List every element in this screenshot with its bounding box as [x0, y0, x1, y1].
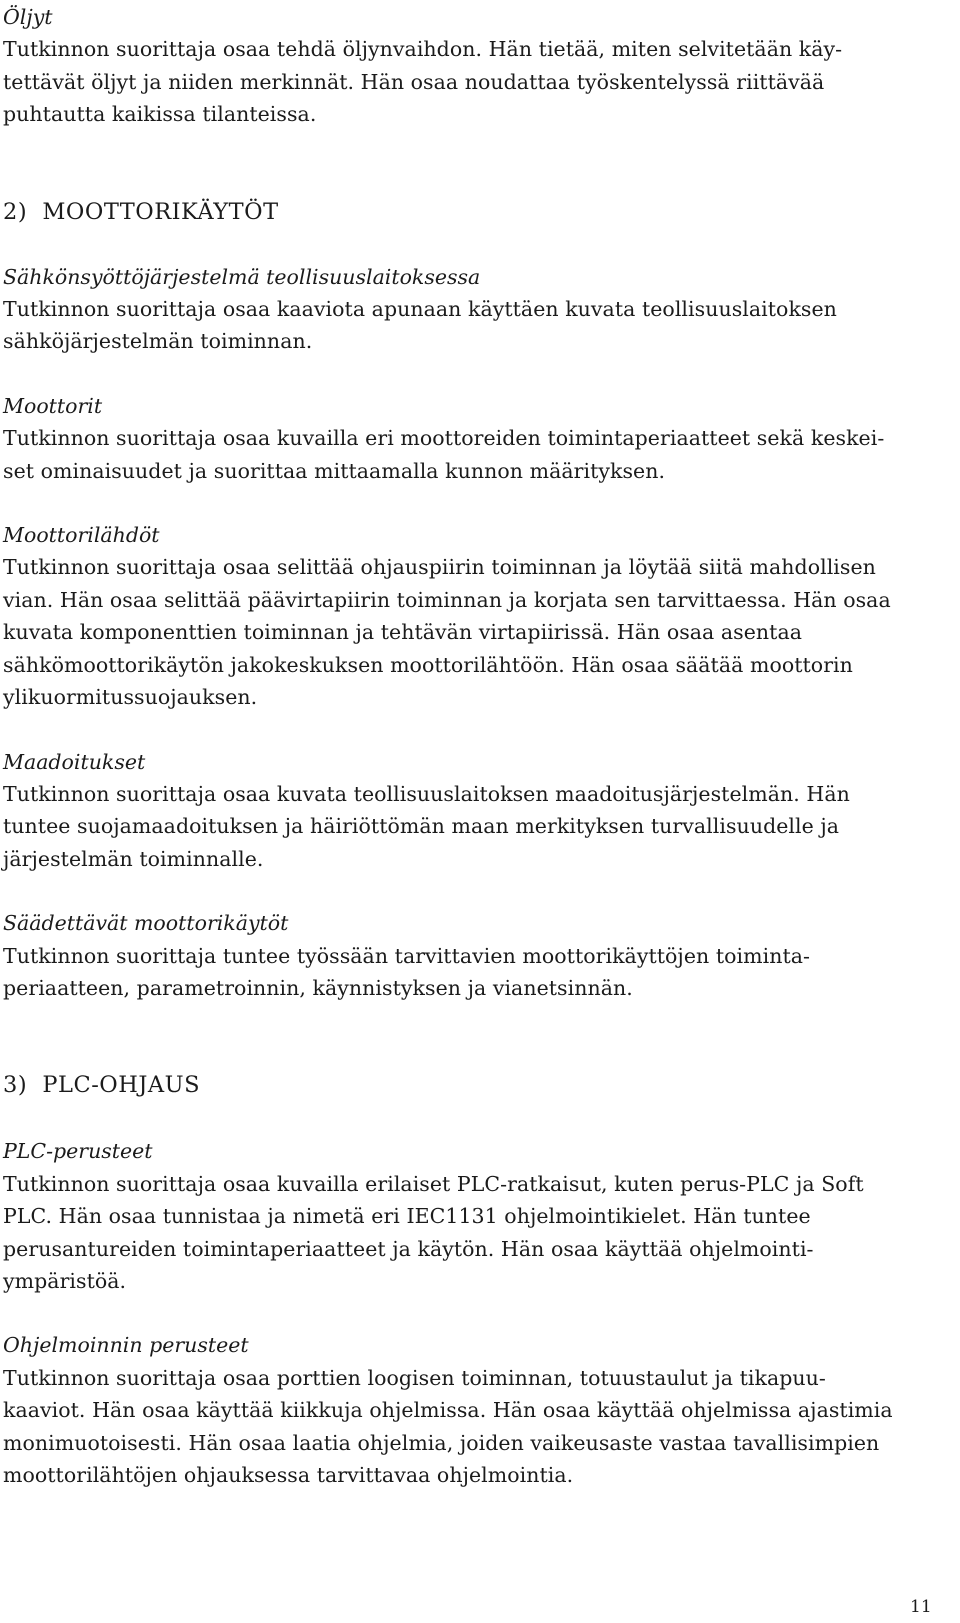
section-heading-moottorikaytot: 2) MOOTTORIKÄYTÖT [3, 198, 279, 225]
text-line: sähköjärjestelmän toiminnan. [3, 329, 313, 354]
text-line: Tutkinnon suorittaja tuntee työssään tarvittavien moottorikäyttöjen toiminta- [3, 943, 811, 968]
text-line: sähkömoottorikäytön jakokeskuksen moottorilähtöön. Hän osaa säätää moottorin [3, 652, 853, 677]
paragraph-maadoitukset [3, 778, 943, 875]
subheading-moottorit: Moottorit [3, 393, 103, 418]
subheading-sahkonsyotto: Sähkönsyöttöjärjestelmä teollisuuslaitoksessa [3, 264, 481, 289]
text-line: Tutkinnon suorittaja osaa kuvailla erilaiset PLC-ratkaisut, kuten perus-PLC ja Soft [3, 1171, 864, 1196]
text-line: Tutkinnon suorittaja osaa tehdä öljynvaihdon. Hän tietää, miten selvitetään käy- [3, 37, 843, 62]
text-line: Tutkinnon suorittaja osaa selittää ohjauspiirin toiminnan ja löytää siitä mahdollisen [3, 555, 876, 580]
paragraph-moottorilahdot [3, 551, 943, 713]
paragraph-sahkonsyotto [3, 293, 943, 358]
subheading-plc-perusteet: PLC-perusteet [3, 1139, 153, 1164]
text-line: periaatteen, parametroinnin, käynnistyksen ja vianetsinnän. [3, 975, 633, 1000]
paragraph-oljyt [3, 33, 943, 130]
paragraph-ohjelmoinnin-perusteet [3, 1362, 943, 1492]
text-line: tettävät öljyt ja niiden merkinnät. Hän osaa noudattaa työskentelyssä riittävää [3, 69, 825, 94]
text-line: Tutkinnon suorittaja osaa kuvailla eri moottoreiden toimintaperiaatteet sekä keskei- [3, 426, 885, 451]
text-line: monimuotoisesti. Hän osaa laatia ohjelmia, joiden vaikeusaste vastaa tavallisimpien [3, 1430, 880, 1455]
subheading-maadoitukset: Maadoitukset [3, 749, 146, 774]
text-line: Tutkinnon suorittaja osaa porttien loogisen toiminnan, totuustaulut ja tikapuu- [3, 1365, 826, 1390]
text-line: kaaviot. Hän osaa käyttää kiikkuja ohjelmissa. Hän osaa käyttää ohjelmissa ajastimia [3, 1398, 893, 1423]
text-line: Tutkinnon suorittaja osaa kuvata teollisuuslaitoksen maadoitusjärjestelmän. Hän [3, 781, 850, 806]
text-line: vian. Hän osaa selittää päävirtapiirin toiminnan ja korjata sen tarvittaessa. Hän osaa [3, 587, 891, 612]
document-page [3, 0, 943, 1491]
paragraph-plc-perusteet [3, 1168, 943, 1298]
text-line: moottorilähtöjen ohjauksessa tarvittavaa ohjelmointia. [3, 1463, 574, 1487]
subheading-moottorilahdot: Moottorilähdöt [3, 523, 160, 548]
subheading-ohjelmoinnin-perusteet: Ohjelmoinnin perusteet [3, 1333, 249, 1358]
text-line: perusantureiden toimintaperiaatteet ja käytön. Hän osaa käyttää ohjelmointi- [3, 1236, 814, 1261]
page-number: 11 [910, 1597, 932, 1617]
text-line: ympäristöä. [3, 1268, 127, 1293]
subheading-oljyt: Öljyt [3, 5, 53, 29]
text-line: puhtautta kaikissa tilanteissa. [3, 102, 317, 127]
text-line: tuntee suojamaadoituksen ja häiriöttömän maan merkityksen turvallisuudelle ja [3, 814, 840, 839]
text-line: Tutkinnon suorittaja osaa kaaviota apunaan käyttäen kuvata teollisuuslaitoksen [3, 297, 837, 322]
text-line: kuvata komponenttien toiminnan ja tehtävän virtapiirissä. Hän osaa asentaa [3, 620, 803, 645]
text-line: ylikuormitussuojauksen. [3, 685, 258, 710]
paragraph-moottorit [3, 422, 943, 487]
paragraph-saadettavat [3, 940, 943, 1005]
text-line: set ominaisuudet ja suorittaa mittaamalla kunnon määrityksen. [3, 458, 666, 483]
section-heading-plc-ohjaus: 3) PLC-OHJAUS [3, 1072, 201, 1099]
subheading-saadettavat: Säädettävät moottorikäytöt [3, 911, 289, 936]
text-line: järjestelmän toiminnalle. [3, 846, 264, 871]
text-line: PLC. Hän osaa tunnistaa ja nimetä eri IEC1131 ohjelmointikielet. Hän tuntee [3, 1204, 811, 1229]
